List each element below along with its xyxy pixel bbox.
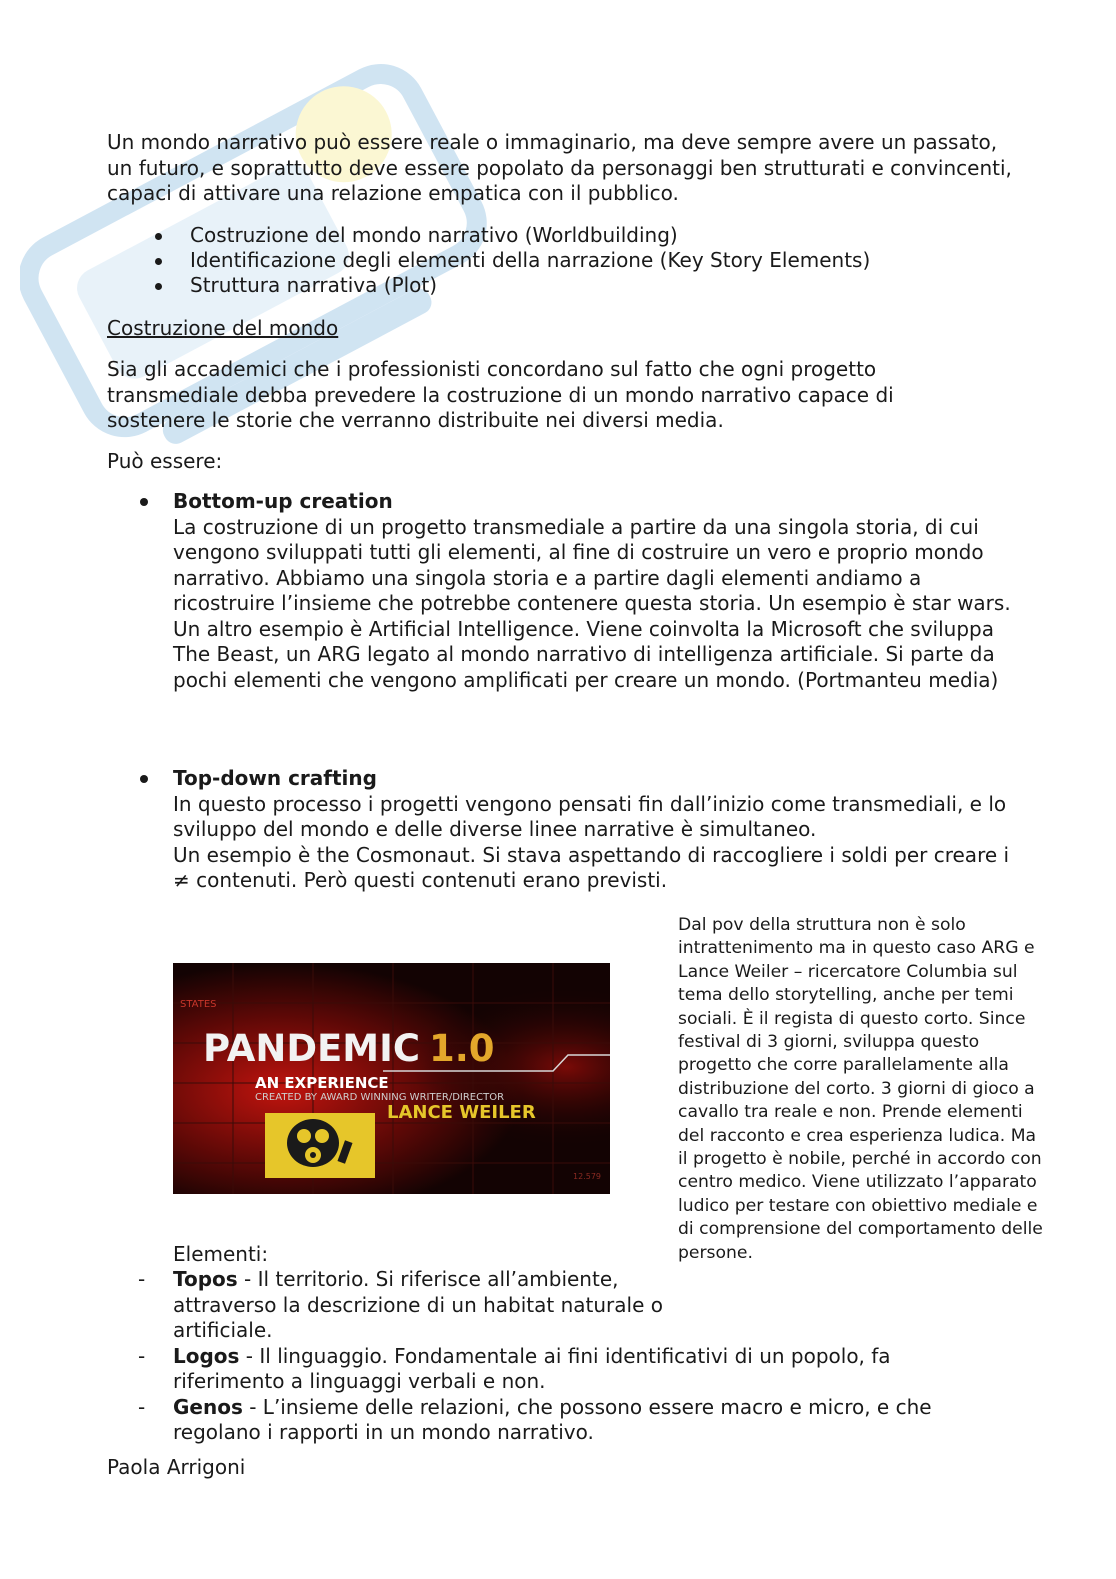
bullet-icon [155,258,162,265]
elements-list [138,1267,998,1446]
corner-label: STATES [180,999,217,1010]
poster-number: 12.579 [573,1172,601,1181]
intro-paragraph: Un mondo narrativo può essere reale o immaginario, ma deve sempre avere un passato, un futuro, e soprattutto deve essere popolato da personaggi ben strutturati e convincenti, capaci di attivare una relazione empatica con il pubblico. [107,130,1012,205]
side-note: Dal pov della struttura non è solo intrattenimento ma in questo caso ARG e Lance Weiler – ricercatore Columbia sul tema dello storytelling, anche per temi sociali. È il regista di questo corto. Since festival di 3 giorni, sviluppa questo progetto che corre parallelamente alla distribuzione del corto. 3 giorni di gioco a cavallo tra reale e non. Prende elementi del racconto e crea esperienza ludica. Ma il progetto è nobile, perché in accordo con centro medico. Viene utilizzato l’apparato ludico per testare con obiettivo mediale e di comprensione del comportamento delle persone. [678,915,1043,1263]
element-term: Topos [173,1267,238,1291]
poster-director: LANCE WEILER [387,1102,536,1123]
pandemic-poster-image [173,963,610,1194]
author-footer: Paola Arrigoni [107,1455,246,1479]
gas-mask-icon [265,1113,375,1178]
poster-version: 1.0 [429,1027,495,1070]
bullet-icon [140,775,148,783]
section-text: Un altro esempio è Artificial Intelligence. Viene coinvolta la Microsoft che sviluppa The Beast, un ARG legato al mondo narrativo di intelligenza artificiale. Si parte da pochi elementi che vengono amplificati per creare un mondo. (Portmanteu media) [173,616,999,692]
section-title: Bottom-up creation [173,489,393,513]
element-term: Genos [173,1394,243,1419]
list-item: - Genos - L’insieme delle relazioni, che possono essere macro e micro, e che regolano i rapporti in un mondo narrativo. [138,1394,932,1444]
poster-subtitle: AN EXPERIENCE [255,1074,389,1092]
bottom-up-section [140,489,1020,693]
bullet-icon [155,233,162,240]
section-heading: Costruzione del mondo [107,316,339,340]
element-text: - L’insieme delle relazioni, che possono essere macro e micro, e che regolano i rapporti in un mondo narrativo. [173,1394,932,1444]
section-text: Un esempio è the Cosmonaut. Si stava aspettando di raccogliere i soldi per creare i ≠ contenuti. Però questi contenuti erano previsti. [173,842,1010,892]
elements-heading: Elementi: [173,1242,269,1266]
list-item: - Logos - Il linguaggio. Fondamentale ai fini identificativi di un popolo, fa riferimento a linguaggi verbali e non. [138,1343,891,1393]
bullet-icon [140,498,148,506]
puo-essere-label: Può essere: [107,449,223,473]
worldbuilding-paragraph: Sia gli accademici che i professionisti concordano sul fatto che ogni progetto transmediale debba prevedere la costruzione di un mondo narrativo capace di sostenere le storie che verranno distribuite nei diversi media. [107,357,894,432]
element-text: - Il linguaggio. Fondamentale ai fini identificativi di un popolo, fa riferimento a linguaggi verbali e non. [173,1343,891,1393]
poster-credit: CREATED BY AWARD WINNING WRITER/DIRECTOR [255,1092,505,1103]
element-text: - Il territorio. Si riferisce all’ambiente, attraverso la descrizione di un habitat naturale o artificiale. [173,1267,663,1342]
bullet-icon [155,283,162,290]
section-text: In questo processo i progetti vengono pensati fin dall’inizio come transmediali, e lo sviluppo del mondo e delle diverse linee narrative è simultaneo. [173,791,1007,841]
poster-title: PANDEMIC [203,1027,421,1070]
list-item: - Topos - Il territorio. Si riferisce all’ambiente, attraverso la descrizione di un habitat naturale o artificiale. [138,1267,663,1342]
top-down-section [140,766,1020,894]
section-title: Top-down crafting [173,766,377,790]
element-term: Logos [173,1343,240,1368]
section-text: La costruzione di un progetto transmediale a partire da una singola storia, di cui vengono sviluppati tutti gli elementi, al fine di costruire un vero e proprio mondo narrativo. Abbiamo una singola storia e a partire dagli elementi andiamo a ricostruire l’insieme che potrebbe contenere questa storia. Un esempio è star wars. [173,514,1011,615]
